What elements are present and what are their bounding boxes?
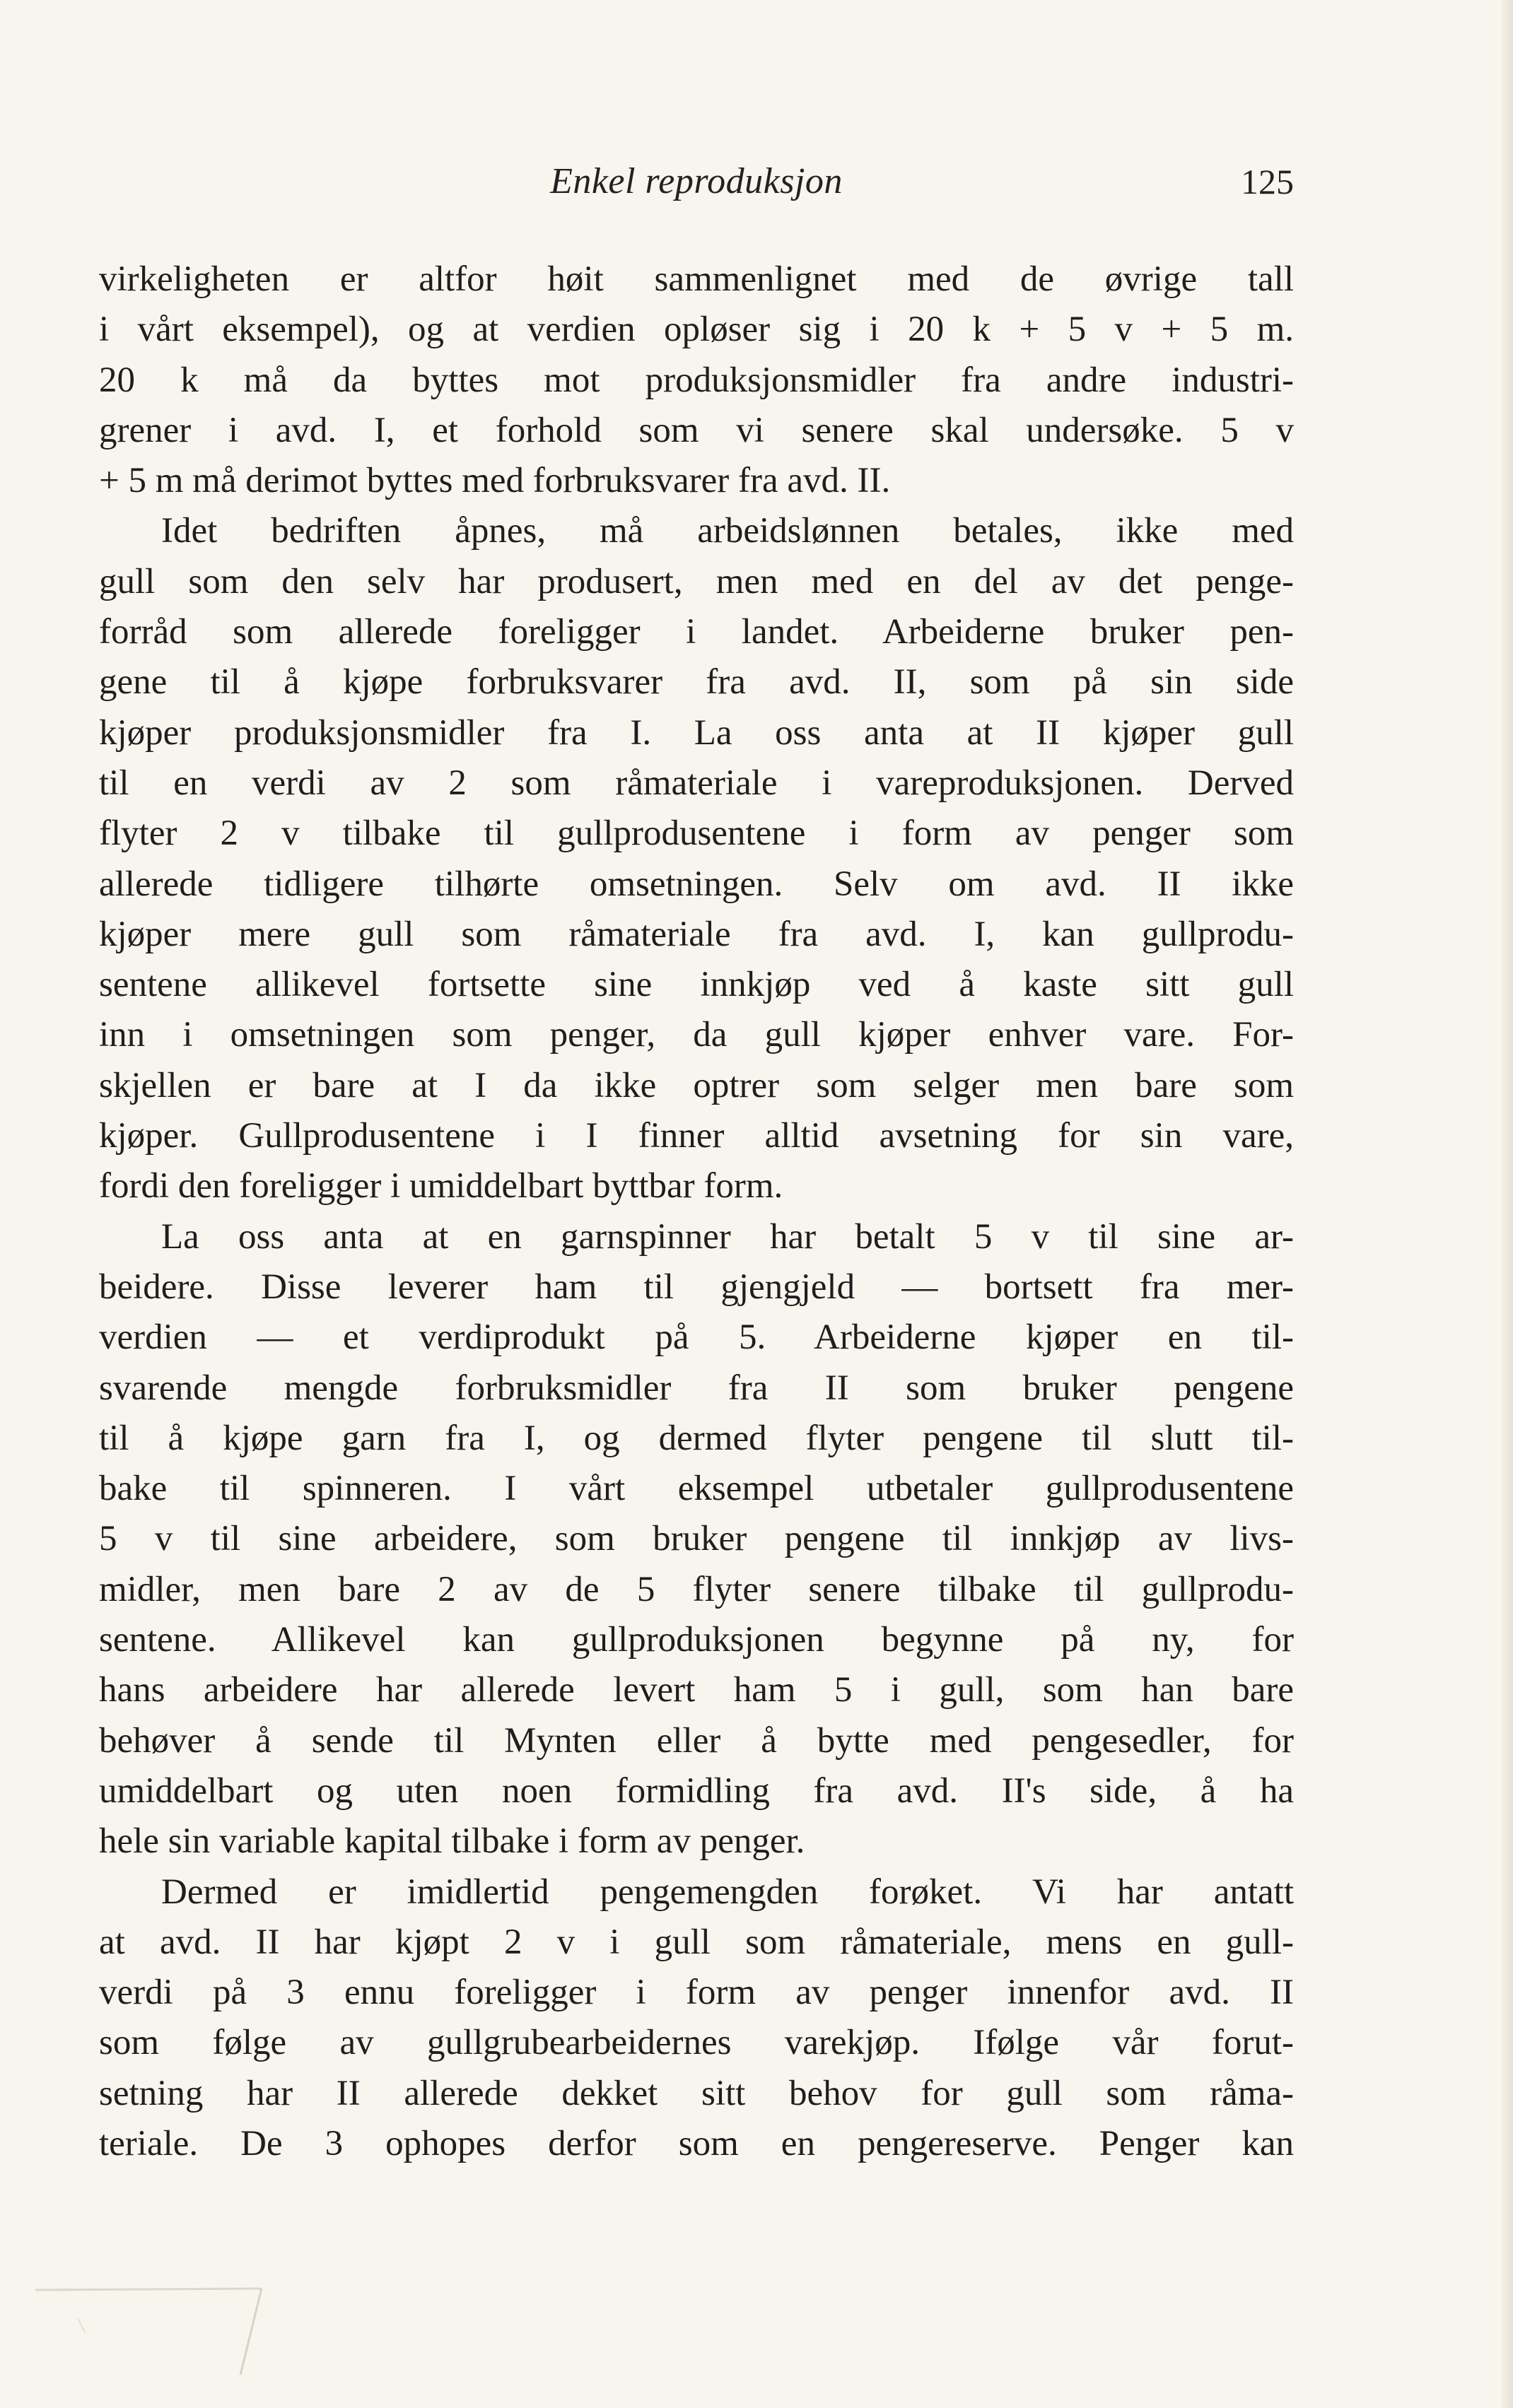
text-line: til å kjøpe garn fra I, og dermed flyter pengene til slutt til- (99, 1418, 1294, 1458)
text-line: + 5 m må derimot byttes med forbruksvarer fra avd. II. (99, 461, 891, 501)
text-line: grener i avd. I, et forhold som vi senere skal undersøke. 5 v (99, 410, 1294, 450)
text-line: sentene. Allikevel kan gullproduksjonen begynne på ny, for (99, 1620, 1294, 1660)
text-line: svarende mengde forbruksmidler fra II som bruker pengene (99, 1368, 1294, 1408)
text-line: hele sin variable kapital tilbake i form av penger. (99, 1821, 805, 1862)
text-line: kjøper mere gull som råmateriale fra avd. I, kan gullprodu- (99, 914, 1294, 954)
text-line: Idet bedriften åpnes, må arbeidslønnen betales, ikke med (161, 511, 1294, 551)
text-line: umiddelbart og uten noen formidling fra avd. II's side, å ha (99, 1770, 1294, 1811)
running-title: Enkel reproduksjon (550, 161, 843, 201)
text-line: gull som den selv har produsert, men med en del av det penge- (99, 561, 1294, 601)
page-edge (1502, 0, 1513, 2408)
text-line: at avd. II har kjøpt 2 v i gull som råmateriale, mens en gull- (99, 1922, 1294, 1962)
text-line: setning har II allerede dekket sitt behov for gull som råma- (99, 2073, 1294, 2113)
text-line: teriale. De 3 ophopes derfor som en pengereserve. Penger kan (99, 2123, 1294, 2163)
text-line: i vårt eksempel), og at verdien opløser sig i 20 k + 5 v + 5 m. (99, 310, 1294, 350)
text-line: til en verdi av 2 som råmateriale i vareproduksjonen. Derved (99, 763, 1294, 803)
body-text (99, 254, 1294, 2169)
text-line: Dermed er imidlertid pengemengden forøket. Vi har antatt (161, 1872, 1294, 1912)
pencil-mark (28, 2276, 283, 2382)
text-line: verdi på 3 ennu foreligger i form av penger innenfor avd. II (99, 1973, 1294, 2013)
text-line: gene til å kjøpe forbruksvarer fra avd. II, som på sin side (99, 662, 1294, 703)
page-number: 125 (1241, 162, 1294, 201)
text-line: som følge av gullgrubearbeidernes varekjøp. Ifølge vår forut- (99, 2023, 1294, 2063)
text-line: allerede tidligere tilhørte omsetningen. Selv om avd. II ikke (99, 864, 1294, 904)
text-line: inn i omsetningen som penger, da gull kjøper enhver vare. For- (99, 1015, 1294, 1055)
running-head (99, 157, 1294, 206)
text-line: 20 k må da byttes mot produksjonsmidler fra andre industri- (99, 360, 1294, 400)
text-line: sentene allikevel fortsette sine innkjøp ved å kaste sitt gull (99, 965, 1294, 1005)
text-line: virkeligheten er altfor høit sammenlignet med de øvrige tall (99, 259, 1294, 299)
text-line: flyter 2 v tilbake til gullprodusentene i form av penger som (99, 814, 1294, 854)
text-line: midler, men bare 2 av de 5 flyter senere tilbake til gullprodu- (99, 1569, 1294, 1609)
text-line: kjøper produksjonsmidler fra I. La oss anta at II kjøper gull (99, 712, 1294, 753)
text-line: La oss anta at en garnspinner har betalt 5 v til sine ar- (161, 1216, 1294, 1257)
text-line: bake til spinneren. I vårt eksempel utbetaler gullprodusentene (99, 1469, 1294, 1509)
text-line: beidere. Disse leverer ham til gjengjeld — bortsett fra mer- (99, 1267, 1294, 1307)
text-line: kjøper. Gullprodusentene i I finner alltid avsetning for sin vare, (99, 1116, 1294, 1156)
text-line: hans arbeidere har allerede levert ham 5 i gull, som han bare (99, 1670, 1294, 1710)
text-line: 5 v til sine arbeidere, som bruker pengene til innkjøp av livs- (99, 1519, 1294, 1559)
text-line: skjellen er bare at I da ikke optrer som selger men bare som (99, 1065, 1294, 1105)
text-line: verdien — et verdiprodukt på 5. Arbeiderne kjøper en til- (99, 1317, 1294, 1358)
text-line: fordi den foreligger i umiddelbart byttbar form. (99, 1166, 783, 1206)
text-line: behøver å sende til Mynten eller å bytte med pengesedler, for (99, 1720, 1294, 1761)
text-line: forråd som allerede foreligger i landet. Arbeiderne bruker pen- (99, 612, 1294, 652)
